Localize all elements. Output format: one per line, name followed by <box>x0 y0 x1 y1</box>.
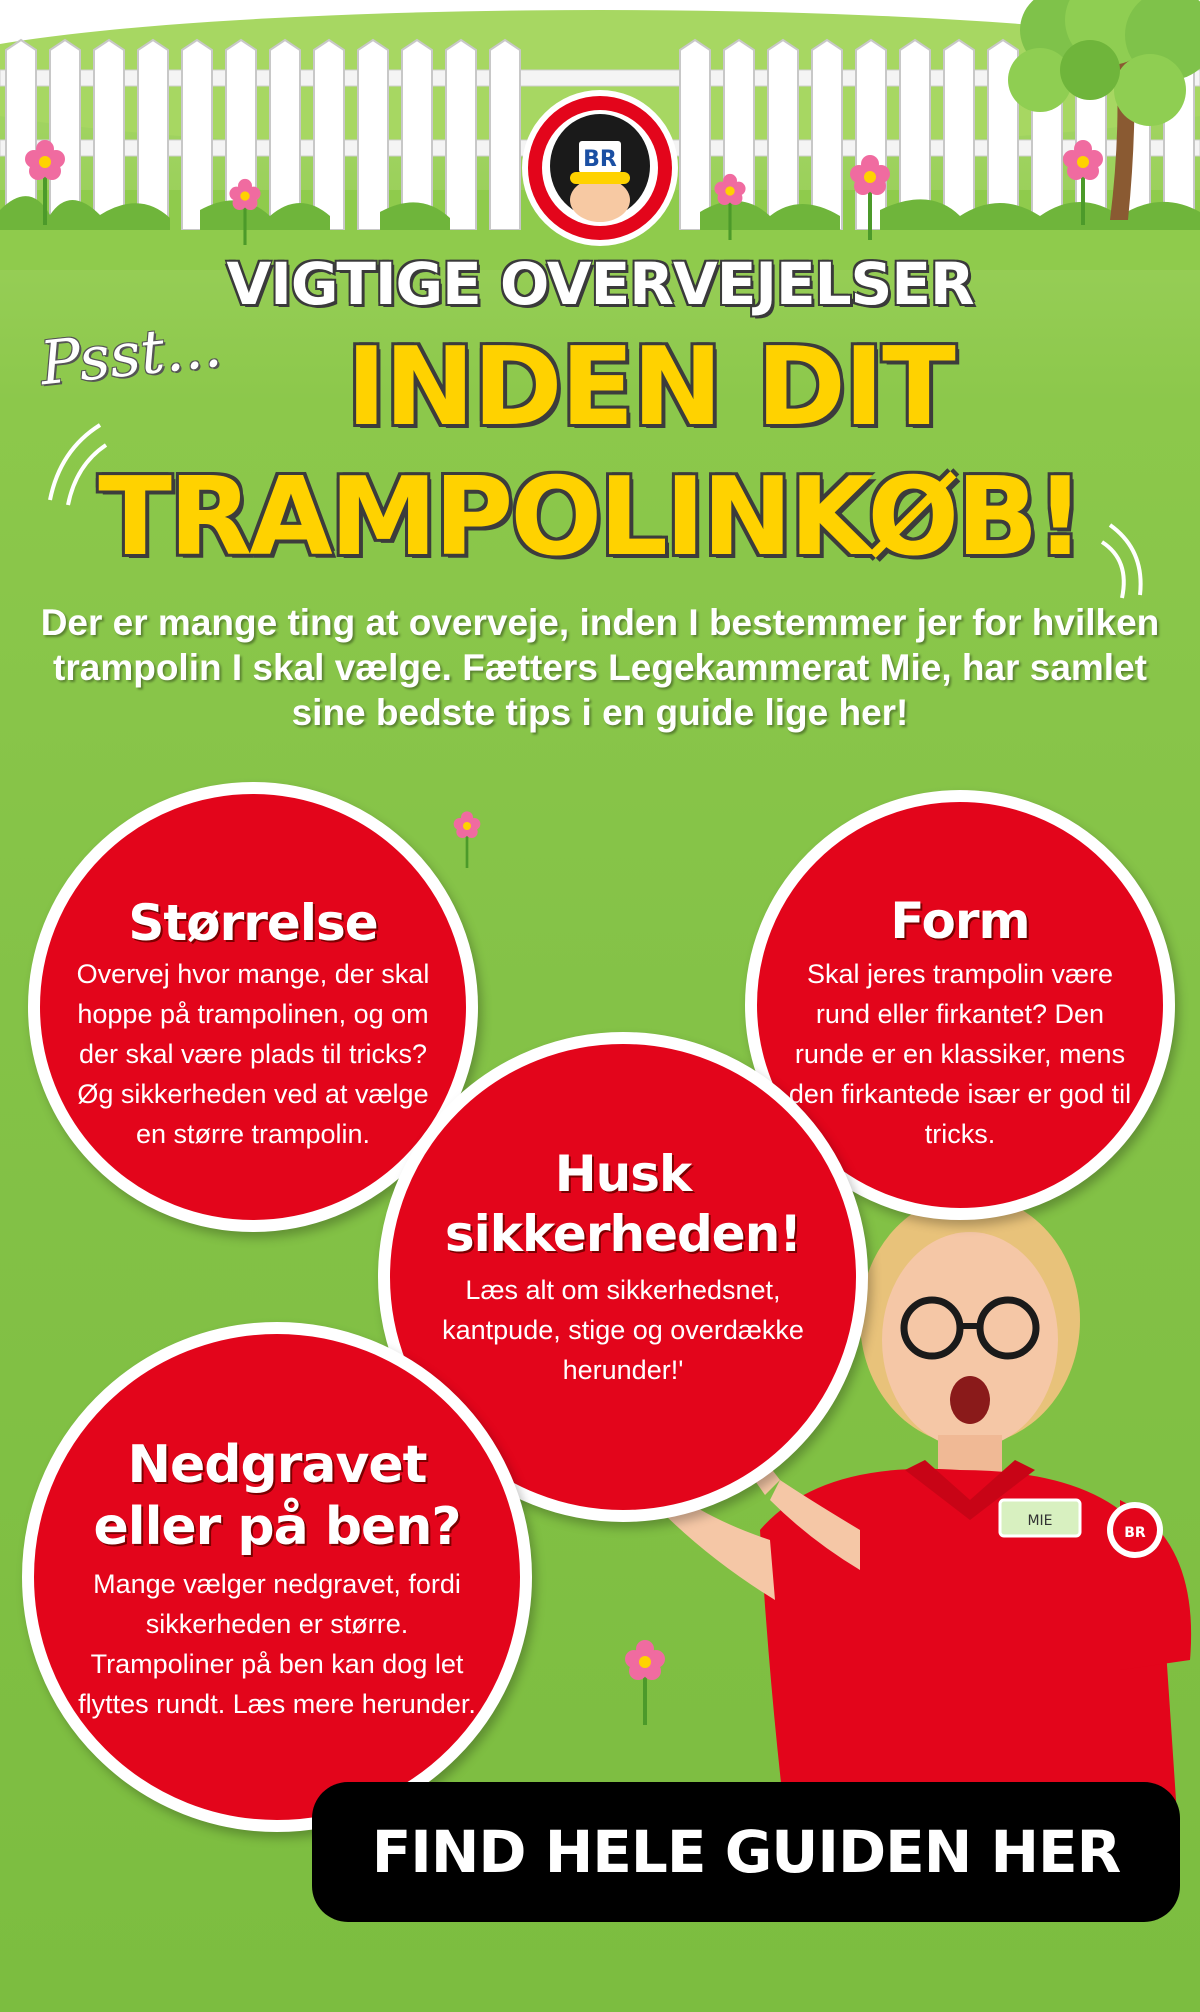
tip-body: Læs alt om sikkerhedsnet, kantpude, stige og overdække herunder!' <box>442 1275 804 1385</box>
find-guide-button-label: FIND HELE GUIDEN HER <box>371 1818 1121 1886</box>
tip-body: Skal jeres trampolin være rund eller firkantet? Den runde er en klassiker, mens den firkantede især er god til tricks. <box>788 959 1132 1149</box>
flower-icon <box>450 808 484 868</box>
headline-line3: TRAMPOLINKØB! <box>98 455 1082 580</box>
tip-title: Form <box>890 892 1030 950</box>
swoosh-decoration <box>1100 520 1160 600</box>
tip-title: Størrelse <box>128 894 378 952</box>
tip-circle-placement <box>22 1322 532 1832</box>
intro-text: Der er mange ting at overveje, inden I bestemmer jer for hvilken trampolin I skal vælge. Fætters Legekammerat Mie, har samlet sine bedste tips i en guide lige her! <box>40 602 1160 733</box>
flower-icon <box>710 170 750 240</box>
sleeve-logo-text: BR <box>1124 1525 1146 1541</box>
tip-title: Husk sikkerheden! <box>444 1145 802 1263</box>
br-logo <box>520 88 680 248</box>
flower-icon <box>1058 135 1108 225</box>
tip-body: Overvej hvor mange, der skal hoppe på trampolinen, og om der skal være plads til tricks? Øg sikkerheden ved at vælge en større trampolin. <box>76 959 430 1149</box>
br-logo-text: BR <box>583 147 617 172</box>
headline-line1: VIGTIGE OVERVEJELSER <box>226 250 974 318</box>
swoosh-decoration <box>40 420 110 510</box>
tip-body: Mange vælger nedgravet, fordi sikkerheden er større. Trampoliner på ben kan dog let flyttes rundt. Læs mere herunder. <box>78 1569 476 1719</box>
psst-label: Psst... <box>36 310 225 400</box>
headline-line2: INDEN DIT <box>346 325 954 450</box>
flower-icon <box>20 135 70 225</box>
tip-title: Nedgravet eller på ben? <box>93 1435 461 1557</box>
flower-icon <box>225 175 265 245</box>
name-badge-text: MIE <box>1027 1513 1053 1529</box>
flower-icon <box>845 150 895 240</box>
find-guide-button[interactable] <box>312 1782 1180 1922</box>
